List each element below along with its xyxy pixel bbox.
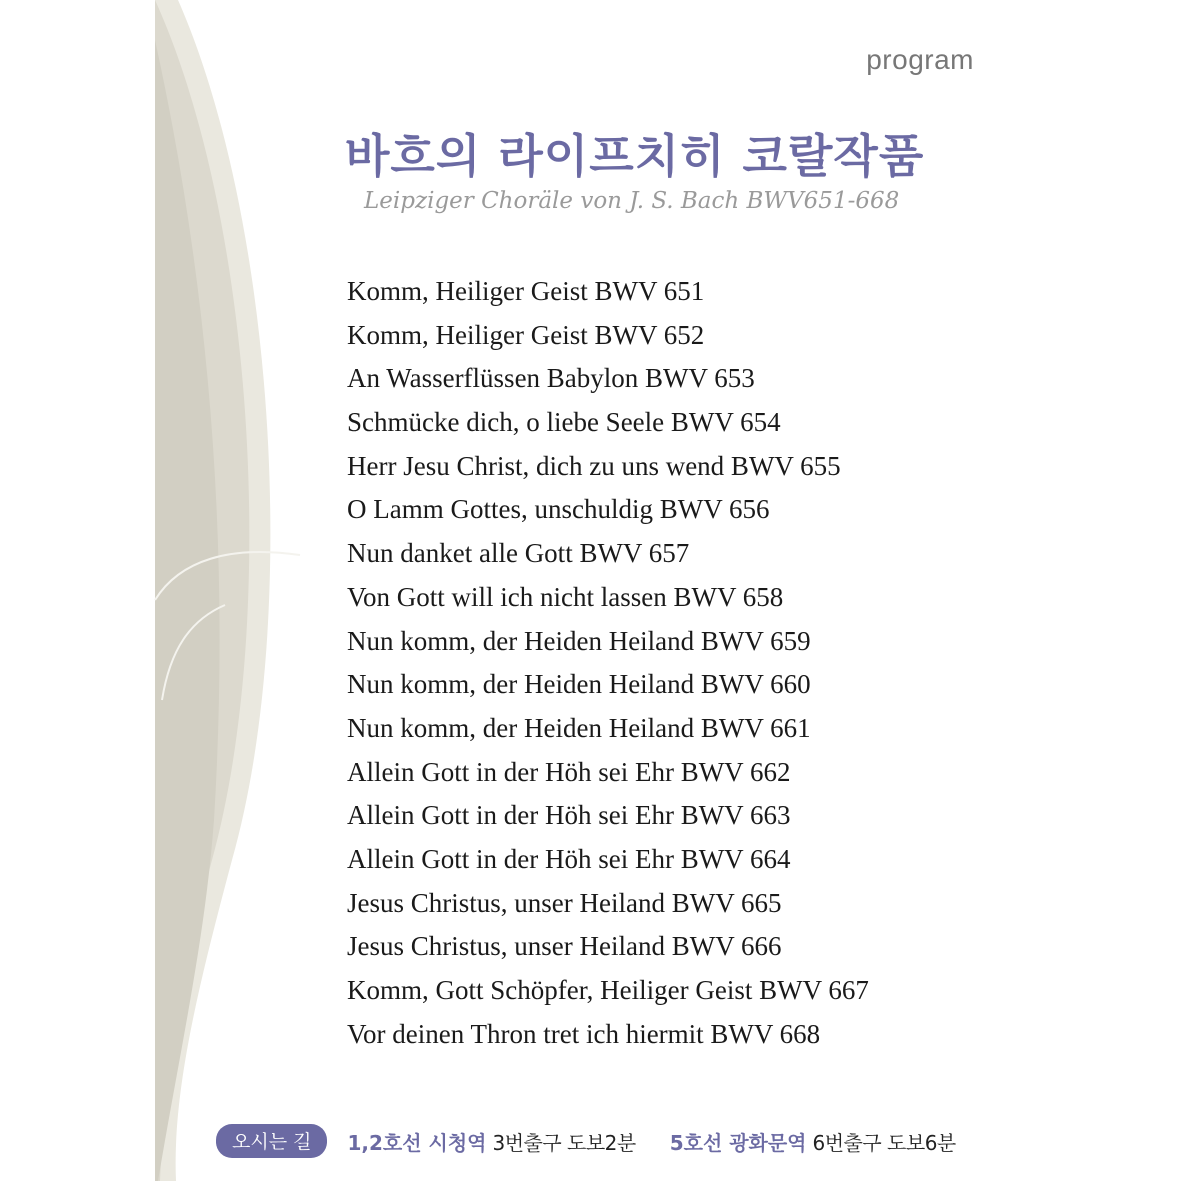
directions — [216, 1124, 990, 1158]
program-item: An Wasserflüssen Babylon BWV 653 — [347, 363, 755, 394]
program-item: Komm, Heiliger Geist BWV 651 — [347, 276, 705, 306]
program-label: program — [866, 44, 974, 75]
route-detail-1: 3번출구 도보2분 — [492, 1130, 636, 1155]
page-title: 바흐의 라이프치히 코랄작품 — [345, 129, 925, 183]
directions-badge: 오시는 길 — [216, 1124, 327, 1158]
program-item: Nun danket alle Gott BWV 657 — [347, 538, 690, 569]
program-item: Nun komm, der Heiden Heiland BWV 661 — [347, 712, 811, 743]
page-subtitle: Leipziger Choräle von J. S. Bach BWV651-668 — [364, 188, 900, 214]
route-detail-2: 6번출구 도보6분 — [812, 1130, 956, 1155]
program-item: Nun komm, der Heiden Heiland BWV 659 — [347, 625, 811, 656]
program-item: Von Gott will ich nicht lassen BWV 658 — [347, 581, 784, 612]
route-line-1: 1,2호선 시청역 — [347, 1130, 487, 1155]
program-item: Jesus Christus, unser Heiland BWV 665 — [347, 887, 782, 918]
program-item: Nun komm, der Heiden Heiland BWV 660 — [347, 669, 811, 700]
route-line-2: 5호선 광화문역 — [669, 1130, 807, 1155]
program-list — [347, 272, 869, 1058]
program-item: Komm, Gott Schöpfer, Heiliger Geist BWV 667 — [347, 975, 869, 1005]
program-item: Allein Gott in der Höh sei Ehr BWV 662 — [347, 756, 791, 787]
program-item: Allein Gott in der Höh sei Ehr BWV 664 — [347, 843, 791, 874]
program-item: Herr Jesu Christ, dich zu uns wend BWV 655 — [347, 450, 841, 481]
program-item: O Lamm Gottes, unschuldig BWV 656 — [347, 494, 770, 525]
program-item: Komm, Heiliger Geist BWV 652 — [347, 319, 705, 350]
program-item: Jesus Christus, unser Heiland BWV 666 — [347, 931, 782, 962]
program-item: Schmücke dich, o liebe Seele BWV 654 — [347, 407, 781, 438]
program-item: Allein Gott in der Höh sei Ehr BWV 663 — [347, 800, 791, 831]
program-item: Vor deinen Thron tret ich hiermit BWV 668 — [347, 1018, 821, 1049]
